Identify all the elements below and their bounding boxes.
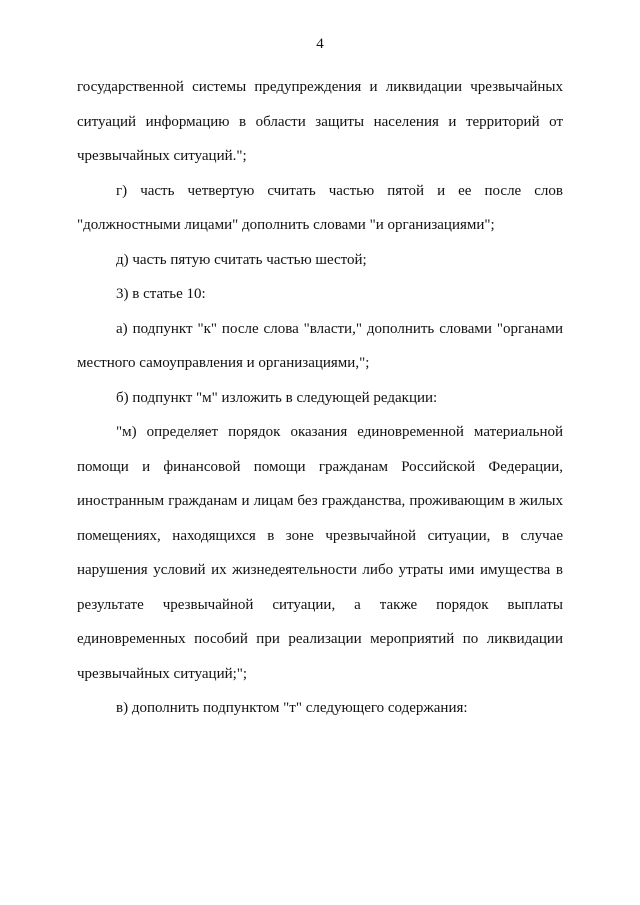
paragraph-article-10: 3) в статье 10: [116,286,206,302]
paragraph-item-v: в) дополнить подпунктом "т" следующего содержания: [116,700,468,716]
paragraph-continuation: государственной системы предупреждения и ликвидации чрезвычайных ситуаций информацию в области защиты населения и территорий от чрезвычайных ситуаций."; [77,79,563,164]
paragraph-item-b: б) подпункт "м" изложить в следующей редакции: [116,389,438,406]
paragraph-item-d: д) часть пятую считать частью шестой; [116,251,367,268]
page-number: 4 [316,36,324,52]
paragraph-item-g: г) часть четвертую считать частью пятой и ее после слов "должностными лицами" дополнить словами "и организациями"; [77,182,563,233]
paragraph-quoted-m: "м) определяет порядок оказания единовременной материальной помощи и финансовой помощи гражданам Российской Федерации, иностранным гражданам и лицам без гражданства, проживающим в жилых помещениях, находящихся в зоне чрезвычайной ситуации, в случае нарушения условий их жизнедеятельности либо утраты ими имущества в результате чрезвычайной ситуации, а также порядок выплаты единовременных пособий при реализации мероприятий по ликвидации чрезвычайных ситуаций;"; [77,424,563,682]
paragraph-item-a: а) подпункт "к" после слова "власти," дополнить словами "органами местного самоуправления и организациями,"; [77,320,563,371]
document-body [77,70,563,726]
